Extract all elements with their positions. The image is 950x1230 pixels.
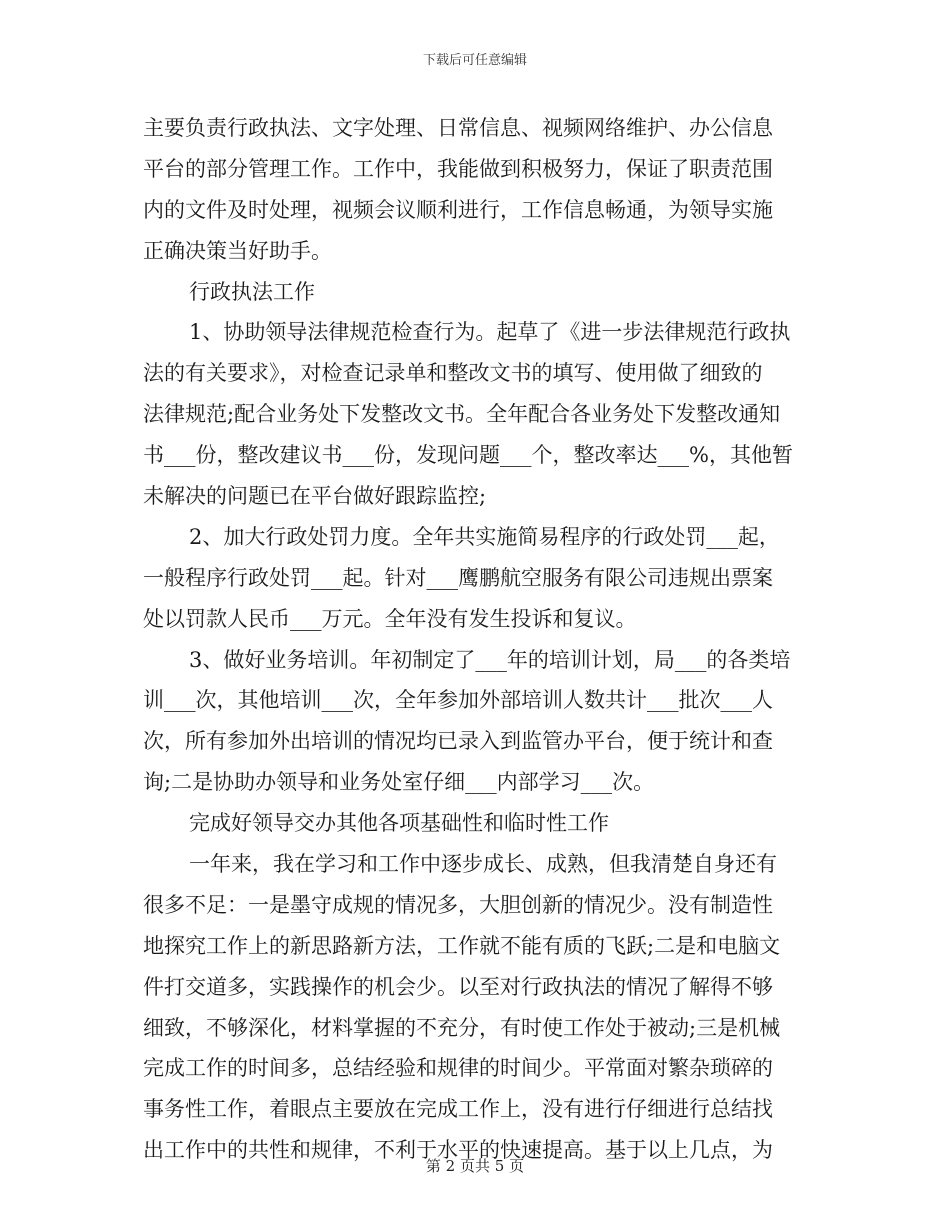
text-line: 一年来，我在学习和工作中逐步成长、成熟，但我清楚自身还有 (189, 852, 777, 877)
text-line: 处以罚款人民币___万元。全年没有发生投诉和复议。 (143, 606, 637, 631)
text-line: 内的文件及时处理，视频会议顺利进行，工作信息畅通，为领导实施 (143, 197, 773, 222)
text-line: 训___次，其他培训___次，全年参加外部培训人数共计___批次___人 (143, 688, 773, 713)
text-line: 法律规范;配合业务处下发整改文书。全年配合各业务处下发整改通知 (143, 402, 781, 427)
text-line: 次，所有参加外出培训的情况均已录入到监管办平台，便于统计和查 (143, 729, 773, 754)
section-heading: 行政执法工作 (189, 279, 315, 304)
text-line: 平台的部分管理工作。工作中，我能做到积极努力，保证了职责范围 (143, 156, 773, 181)
text-line: 书___份，整改建议书___份，发现问题___个，整改率达___%，其他暂 (143, 443, 793, 468)
text-line: 很多不足：一是墨守成规的情况多，大胆创新的情况少。没有制造性 (143, 892, 773, 917)
text-line: 件打交道多，实践操作的机会少。以至对行政执法的情况了解得不够 (143, 974, 773, 999)
text-line: 主要负责行政执法、文字处理、日常信息、视频网络维护、办公信息 (143, 116, 773, 140)
section-heading: 完成好领导交办其他各项基础性和临时性工作 (189, 811, 609, 836)
text-line: 未解决的问题已在平台做好跟踪监控; (143, 484, 487, 509)
page-header: 下载后可任意编辑 (422, 53, 527, 68)
text-line: 2、加大行政处罚力度。全年共实施简易程序的行政处罚___起， (189, 524, 780, 549)
text-line: 完成工作的时间多，总结经验和规律的时间少。平常面对繁杂琐碎的 (143, 1056, 773, 1081)
text-line: 地探究工作上的新思路新方法，工作就不能有质的飞跃;二是和电脑文 (143, 933, 781, 958)
text-line: 一般程序行政处罚___起。针对___鹰鹏航空服务有限公司违规出票案 (143, 565, 773, 590)
text-line: 出工作中的共性和规律，不利于水平的快速提高。基于以上几点，为 (143, 1138, 773, 1163)
text-line: 细致，不够深化，材料掌握的不充分，有时使工作处于被动;三是机械 (143, 1015, 781, 1040)
text-line: 事务性工作，着眼点主要放在完成工作上，没有进行仔细进行总结找 (143, 1097, 773, 1122)
document-body (143, 108, 809, 1171)
text-line: 正确决策当好助手。 (143, 238, 332, 263)
text-line: 1、协助领导法律规范检查行为。起草了《进一步法律规范行政执 (189, 320, 791, 345)
page-number-footer: 第 2 页共 5 页 (425, 1157, 525, 1175)
text-line: 询;二是协助办领导和业务处室仔细___内部学习___次。 (143, 770, 655, 795)
text-line: 法的有关要求》，对检查记录单和整改文书的填写、使用做了细致的 (143, 361, 763, 386)
text-line: 3、做好业务培训。年初制定了___年的培训计划，局___的各类培 (189, 647, 791, 672)
